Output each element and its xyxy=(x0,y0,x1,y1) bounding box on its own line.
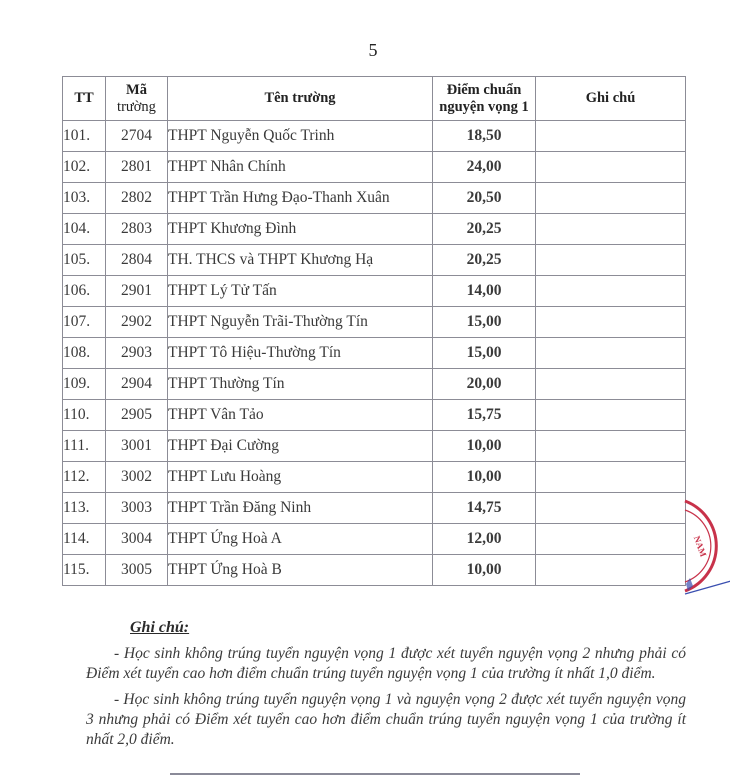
table-row xyxy=(63,152,686,183)
row-tt: 101. xyxy=(63,121,106,152)
table-row xyxy=(63,400,686,431)
row-score: 15,00 xyxy=(433,307,536,338)
header-score-line2: nguyện vọng 1 xyxy=(439,98,529,115)
header-tt: TT xyxy=(63,77,106,121)
row-note xyxy=(536,462,686,493)
row-score: 20,25 xyxy=(433,245,536,276)
row-school-code: 3004 xyxy=(106,524,168,555)
row-school-code: 2803 xyxy=(106,214,168,245)
table-body xyxy=(63,121,686,586)
row-tt: 112. xyxy=(63,462,106,493)
official-seal-icon xyxy=(683,496,730,596)
row-score: 10,00 xyxy=(433,555,536,586)
row-tt: 104. xyxy=(63,214,106,245)
table-row xyxy=(63,493,686,524)
row-school-code: 2801 xyxy=(106,152,168,183)
row-school-name: THPT Nguyễn Quốc Trinh xyxy=(168,121,433,152)
row-school-code: 3001 xyxy=(106,431,168,462)
header-school-name: Tên trường xyxy=(168,77,433,121)
table-row xyxy=(63,555,686,586)
header-score xyxy=(433,77,536,121)
row-tt: 113. xyxy=(63,493,106,524)
notes-section xyxy=(86,618,686,756)
header-note: Ghi chú xyxy=(536,77,686,121)
row-note xyxy=(536,152,686,183)
row-note xyxy=(536,338,686,369)
row-score: 24,00 xyxy=(433,152,536,183)
row-tt: 107. xyxy=(63,307,106,338)
row-note xyxy=(536,369,686,400)
admission-scores-table xyxy=(62,76,686,586)
row-school-code: 3003 xyxy=(106,493,168,524)
table-row xyxy=(63,338,686,369)
table-row xyxy=(63,183,686,214)
row-note xyxy=(536,431,686,462)
footer-divider xyxy=(170,773,580,775)
row-tt: 114. xyxy=(63,524,106,555)
row-school-code: 2904 xyxy=(106,369,168,400)
row-tt: 115. xyxy=(63,555,106,586)
row-score: 20,50 xyxy=(433,183,536,214)
row-school-name: THPT Nhân Chính xyxy=(168,152,433,183)
table-row xyxy=(63,121,686,152)
row-tt: 108. xyxy=(63,338,106,369)
row-note xyxy=(536,307,686,338)
row-school-code: 2804 xyxy=(106,245,168,276)
row-score: 20,00 xyxy=(433,369,536,400)
row-note xyxy=(536,400,686,431)
row-note xyxy=(536,214,686,245)
row-score: 14,75 xyxy=(433,493,536,524)
row-note xyxy=(536,121,686,152)
row-tt: 109. xyxy=(63,369,106,400)
header-school-code-line1: Mã xyxy=(126,81,147,98)
note-item: - Học sinh không trúng tuyển nguyện vọng 1 và nguyện vọng 2 được xét tuyển nguyện vọng 3 nhưng phải có Điểm xét tuyển cao hơn điểm chuẩn trúng tuyển nguyện vọng 1 của trường ít nhất 2,0 điểm. xyxy=(86,691,686,748)
table-row xyxy=(63,214,686,245)
row-note xyxy=(536,493,686,524)
table-header-row xyxy=(63,77,686,121)
row-school-name: THPT Lý Tử Tấn xyxy=(168,276,433,307)
row-tt: 102. xyxy=(63,152,106,183)
row-tt: 110. xyxy=(63,400,106,431)
table-row xyxy=(63,431,686,462)
table-row xyxy=(63,524,686,555)
row-score: 18,50 xyxy=(433,121,536,152)
row-school-code: 2901 xyxy=(106,276,168,307)
row-school-name: THPT Khương Đình xyxy=(168,214,433,245)
row-note xyxy=(536,276,686,307)
row-school-name: THPT Tô Hiệu-Thường Tín xyxy=(168,338,433,369)
notes-title: Ghi chú: xyxy=(130,619,190,636)
row-tt: 105. xyxy=(63,245,106,276)
row-school-name: TH. THCS và THPT Khương Hạ xyxy=(168,245,433,276)
table-row xyxy=(63,307,686,338)
row-score: 20,25 xyxy=(433,214,536,245)
page-number: 5 xyxy=(368,40,378,60)
table-row xyxy=(63,276,686,307)
row-note xyxy=(536,524,686,555)
row-school-code: 2902 xyxy=(106,307,168,338)
row-note xyxy=(536,245,686,276)
row-score: 15,00 xyxy=(433,338,536,369)
row-school-name: THPT Ứng Hoà B xyxy=(168,555,433,586)
row-school-code: 2905 xyxy=(106,400,168,431)
row-school-code: 2802 xyxy=(106,183,168,214)
row-school-name: THPT Trần Hưng Đạo-Thanh Xuân xyxy=(168,183,433,214)
header-school-code xyxy=(106,77,168,121)
row-score: 10,00 xyxy=(433,431,536,462)
table-row xyxy=(63,462,686,493)
table-row xyxy=(63,245,686,276)
row-score: 14,00 xyxy=(433,276,536,307)
table-row xyxy=(63,369,686,400)
row-school-code: 2704 xyxy=(106,121,168,152)
row-school-code: 3002 xyxy=(106,462,168,493)
row-school-name: THPT Lưu Hoàng xyxy=(168,462,433,493)
row-school-code: 3005 xyxy=(106,555,168,586)
row-tt: 106. xyxy=(63,276,106,307)
header-school-code-line2: trường xyxy=(117,98,156,115)
row-school-name: THPT Trần Đăng Ninh xyxy=(168,493,433,524)
row-note xyxy=(536,183,686,214)
row-school-name: THPT Đại Cường xyxy=(168,431,433,462)
row-school-name: THPT Thường Tín xyxy=(168,369,433,400)
row-school-name: THPT Nguyễn Trãi-Thường Tín xyxy=(168,307,433,338)
header-score-line1: Điểm chuẩn xyxy=(446,81,522,98)
row-school-name: THPT Ứng Hoà A xyxy=(168,524,433,555)
row-tt: 103. xyxy=(63,183,106,214)
row-school-code: 2903 xyxy=(106,338,168,369)
row-score: 12,00 xyxy=(433,524,536,555)
row-note xyxy=(536,555,686,586)
row-score: 15,75 xyxy=(433,400,536,431)
svg-text:NAM: NAM xyxy=(691,534,709,559)
row-school-name: THPT Vân Tảo xyxy=(168,400,433,431)
note-item: - Học sinh không trúng tuyển nguyện vọng 1 được xét tuyển nguyện vọng 2 nhưng phải có Điểm xét tuyển cao hơn điểm chuẩn trúng tuyển nguyện vọng 1 của trường ít nhất 1,0 điểm. xyxy=(86,645,686,682)
row-score: 10,00 xyxy=(433,462,536,493)
row-tt: 111. xyxy=(63,431,106,462)
